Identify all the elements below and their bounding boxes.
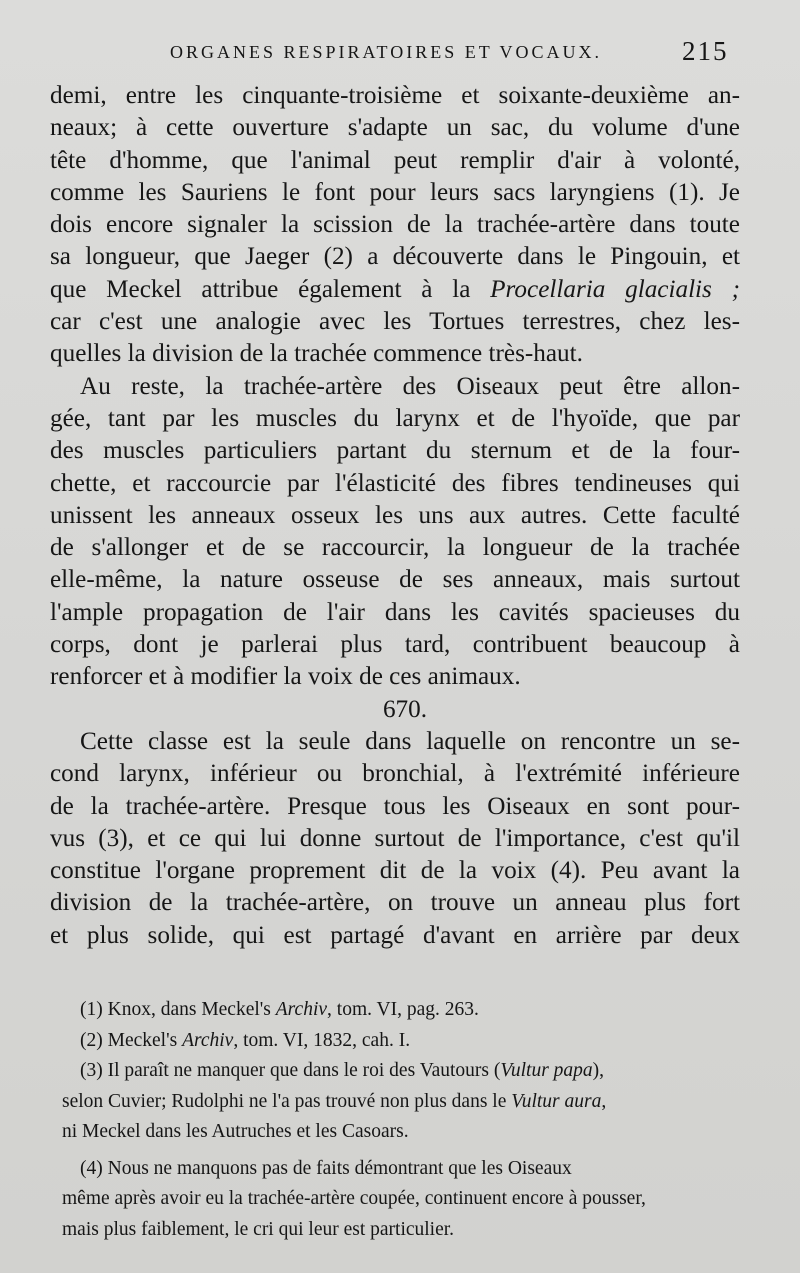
footnote-1 (62, 995, 752, 1026)
page-header (0, 34, 800, 74)
body-text (50, 80, 740, 952)
text-line: constitue l'organe proprement dit de la voix (4). Peu avant la (50, 857, 740, 885)
footnote-italic: Archiv (275, 999, 328, 1020)
text-line-with-italic (50, 274, 740, 306)
footnote-italic: Archiv (182, 1029, 234, 1051)
footnote-2 (62, 1026, 752, 1057)
page-number: 215 (682, 36, 729, 66)
footnote-italic: Vultur papa (500, 1060, 593, 1081)
text-line: l'ample propagation de l'air dans les cavités spacieuses du (50, 598, 740, 626)
footnotes (62, 995, 752, 1245)
footnote-text: ), (592, 1060, 605, 1081)
text-line: Au reste, la trachée-artère des Oiseaux peut être allon- (80, 372, 740, 400)
text-line: quelles la division de la trachée commence très-haut. (50, 340, 583, 368)
footnote-italic: Vultur aura (511, 1090, 602, 1112)
text-line: vus (3), et ce qui lui donne surtout de l'importance, c'est qu'il (50, 824, 740, 852)
footnote-4 (62, 1154, 752, 1246)
text-line: sa longueur, que Jaeger (2) a découverte dans le Pingouin, et (50, 243, 740, 271)
footnote-text: , (601, 1090, 607, 1112)
text-line: unissent les anneaux osseux les uns aux autres. Cette faculté (50, 501, 740, 529)
text-line: cond larynx, inférieur ou bronchial, à l'extrémité inférieure (50, 760, 740, 788)
text-line: renforcer et à modifier la voix de ces animaux. (50, 663, 521, 691)
footnote-text: selon Cuvier; Rudolphi ne l'a pas trouvé non plus dans le (62, 1090, 507, 1112)
footnote-text: , tom. VI, pag. 263. (327, 999, 479, 1020)
text-line: elle-même, la nature osseuse de ses anneaux, mais surtout (50, 566, 740, 594)
text-line: des muscles particuliers partant du sternum et de la four- (50, 437, 740, 465)
text-line: dois encore signaler la scission de la trachée-artère dans toute (50, 211, 740, 239)
text-line: demi, entre les cinquante-troisième et soixante-deuxième an- (50, 82, 740, 109)
footnote-text: (2) Meckel's (80, 1029, 178, 1051)
text-line: corps, dont je parlerai plus tard, contribuent beaucoup à (50, 631, 740, 659)
text-line: et plus solide, qui est partagé d'avant en arrière par deux (50, 921, 740, 949)
text-line: division de la trachée-artère, on trouve un anneau plus fort (50, 889, 740, 917)
text-line: car c'est une analogie avec les Tortues terrestres, chez les- (50, 308, 740, 336)
footnote-line: même après avoir eu la trachée-artère coupée, continuent encore à pousser, (62, 1188, 646, 1209)
text-segment: que Meckel attribue également à la (50, 275, 471, 303)
footnote-3 (62, 1056, 752, 1148)
text-line: neaux; à cette ouverture s'adapte un sac, du volume d'une (50, 114, 740, 142)
text-line: tête d'homme, que l'animal peut remplir d'air à volonté, (50, 146, 740, 174)
text-line: Cette classe est la seule dans laquelle on rencontre un se- (80, 727, 740, 755)
footnote-line (62, 1087, 752, 1118)
text-line: comme les Sauriens le font pour leurs sacs laryngiens (1). Je (50, 178, 740, 206)
paragraph-1 (50, 80, 740, 371)
text-line: de la trachée-artère. Presque tous les Oiseaux en sont pour- (50, 792, 740, 820)
paragraph-2 (50, 371, 740, 694)
text-line: gée, tant par les muscles du larynx et de l'hyoïde, que par (50, 404, 740, 432)
text-line: chette, et raccourcie par l'élasticité des fibres tendineuses qui (50, 469, 740, 497)
section-number: 670. (382, 695, 428, 723)
footnote-line: mais plus faiblement, le cri qui leur est particulier. (62, 1218, 455, 1240)
footnote-text: (1) Knox, dans Meckel's (80, 999, 271, 1020)
text-line: de s'allonger et de se raccourcir, la longueur de la trachée (50, 534, 740, 562)
running-title: ORGANES RESPIRATOIRES ET VOCAUX. (170, 42, 603, 62)
italic-species-name: Procellaria glacialis ; (490, 275, 740, 303)
footnote-text: (3) Il paraît ne manquer que dans le roi des Vautours ( (80, 1060, 501, 1081)
footnote-line: (4) Nous ne manquons pas de faits démontrant que les Oiseaux (80, 1157, 572, 1179)
footnote-text: , tom. VI, 1832, cah. I. (233, 1029, 411, 1051)
footnote-line (62, 1056, 752, 1087)
footnote-line: ni Meckel dans les Autruches et les Casoars. (62, 1121, 409, 1142)
paragraph-3 (50, 726, 740, 952)
